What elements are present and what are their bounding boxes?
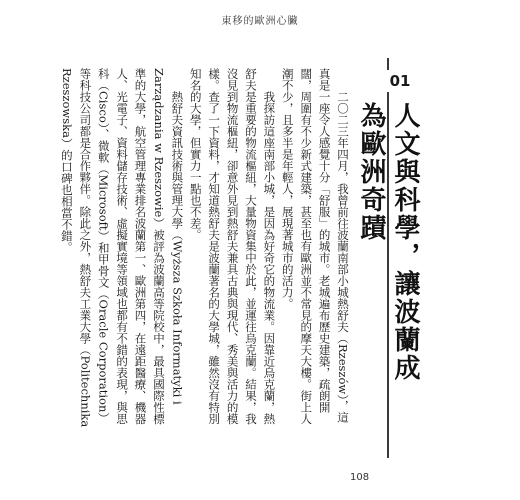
body-text [59,68,352,430]
paragraph: 我探訪這座南部小城，是因為好奇它的物流業。因靠近烏克蘭，熱舒夫是重要的物流樞紐，大量物資集中於此，並運往烏克蘭。結果，我沒見到物流樞紐，卻意外見到熱舒夫兼具古典與現代、秀美與活力的模樣。查了一下資料，才知道熱舒夫是波蘭著名的大學城，雖然沒有特別知名的大學，但實力一點也不差。 [188,68,277,425]
paragraph: 熱舒夫資訊技術與管理大學（Wyższa Szkoła Informatyki i Zarządzania w Rzeszowie）被評為波蘭高等院校中，最具國際性標準的大學，航空管理專業排名波蘭第一、歐洲第四，在遠距醫療、機器人、光電子、資料儲存技術、虛擬實境等領域也都有不錯的表現，與思科（Cisco）、微軟（Microsoft）和甲骨文（Oracle Corporation）等科技公司都是合作夥伴。除此之外，熱舒夫工業大學（Politechnika Rzeszowska）的口碑也相當不錯。 [59,68,185,428]
paragraph: 二〇二三年四月，我曾前往波蘭南部小城熱舒夫（Rzeszów），這真是一座令人感覺十分「舒服」的城市。老城遍布歷史建築，疏朗開闊，周圍有不少新式建築，甚至也有歐洲並不常見的摩天大樓。街上人潮不少，且多半是年輕人，展現著城市的活力。 [280,68,350,425]
chapter-title: 人文與科學，讓波蘭成為歐洲奇蹟 [356,102,420,382]
chapter-number: 01 [377,70,423,92]
running-head: 東移的歐洲心臟 [221,16,299,27]
page-number: 108 [350,472,370,483]
